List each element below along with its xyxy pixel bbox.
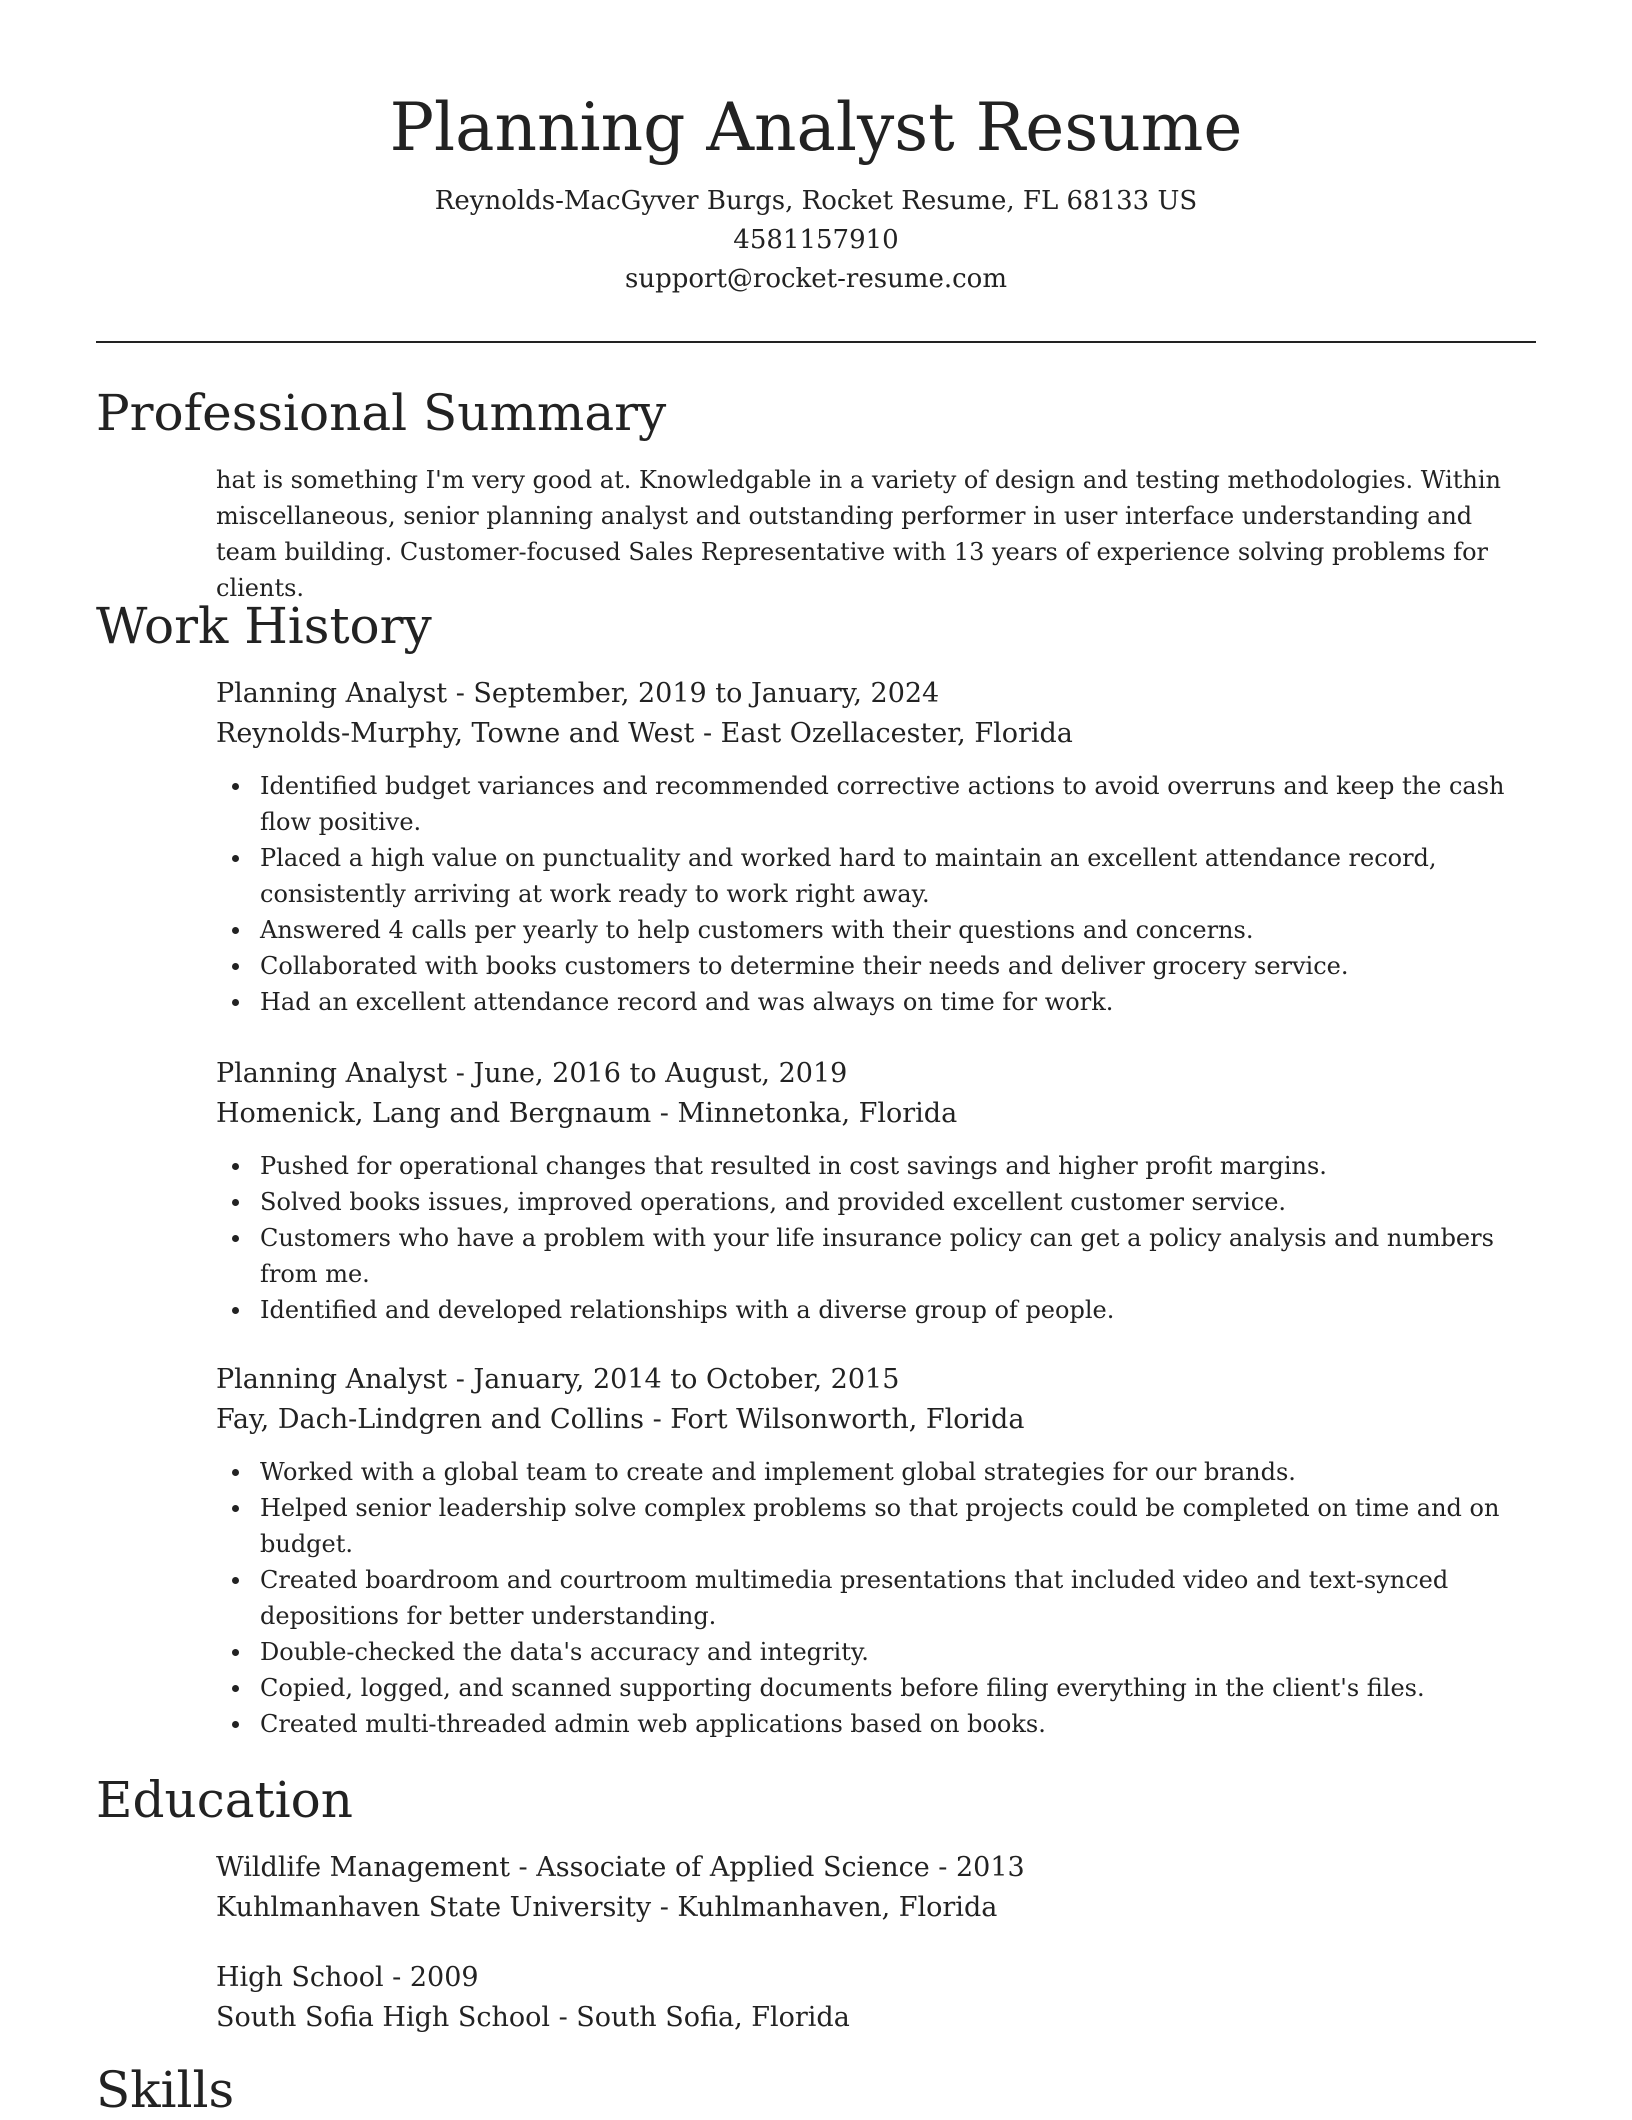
job-title-line: Planning Analyst - June, 2016 to August, 2019 xyxy=(216,1058,848,1089)
job-bullets xyxy=(216,768,1536,1020)
job-title-line: Planning Analyst - September, 2019 to January, 2024 xyxy=(216,678,940,709)
list-item: Created multi-threaded admin web applications based on books. xyxy=(260,1706,1536,1742)
list-item: Placed a high value on punctuality and worked hard to maintain an excellent attendance record, consistently arriving at work ready to work right away. xyxy=(260,840,1536,912)
section-title-summary: Professional Summary xyxy=(96,384,667,442)
education-school-line: Kuhlmanhaven State University - Kuhlmanhaven, Florida xyxy=(216,1892,998,1923)
contact-info xyxy=(0,182,1632,299)
job-company-line: Reynolds-Murphy, Towne and West - East Ozellacester, Florida xyxy=(216,718,1073,749)
list-item: Solved books issues, improved operations, and provided excellent customer service. xyxy=(260,1184,1536,1220)
education-entry xyxy=(216,1958,1536,2038)
list-item: Helped senior leadership solve complex problems so that projects could be completed on time and on budget. xyxy=(260,1490,1536,1562)
list-item: Customers who have a problem with your life insurance policy can get a policy analysis and numbers from me. xyxy=(260,1220,1536,1292)
education-degree-line: High School - 2009 xyxy=(216,1962,479,1993)
job-bullets xyxy=(216,1454,1536,1742)
education-school-line: South Sofia High School - South Sofia, Florida xyxy=(216,2002,850,2033)
job-company-line: Homenick, Lang and Bergnaum - Minnetonka, Florida xyxy=(216,1098,958,1129)
list-item: Identified and developed relationships with a diverse group of people. xyxy=(260,1292,1536,1328)
contact-email: support@rocket-resume.com xyxy=(624,264,1007,294)
list-item: Identified budget variances and recommended corrective actions to avoid overruns and keep the cash flow positive. xyxy=(260,768,1536,840)
job-entry xyxy=(216,1360,1536,1742)
contact-phone: 4581157910 xyxy=(733,225,899,255)
header-divider xyxy=(96,341,1536,343)
job-title-line: Planning Analyst - January, 2014 to October, 2015 xyxy=(216,1364,900,1395)
job-bullets xyxy=(216,1148,1536,1328)
list-item: Collaborated with books customers to determine their needs and deliver grocery service. xyxy=(260,948,1536,984)
section-title-education: Education xyxy=(96,1771,353,1829)
education-entry xyxy=(216,1848,1536,1928)
list-item: Worked with a global team to create and implement global strategies for our brands. xyxy=(260,1454,1536,1490)
list-item: Answered 4 calls per yearly to help customers with their questions and concerns. xyxy=(260,912,1536,948)
job-entry xyxy=(216,674,1536,1020)
list-item: Had an excellent attendance record and was always on time for work. xyxy=(260,984,1536,1020)
job-entry xyxy=(216,1054,1536,1328)
section-title-skills: Skills xyxy=(96,2061,235,2119)
list-item: Double-checked the data's accuracy and integrity. xyxy=(260,1634,1536,1670)
list-item: Copied, logged, and scanned supporting documents before filing everything in the client's files. xyxy=(260,1670,1536,1706)
list-item: Created boardroom and courtroom multimedia presentations that included video and text-synced depositions for better understanding. xyxy=(260,1562,1536,1634)
list-item: Pushed for operational changes that resulted in cost savings and higher profit margins. xyxy=(260,1148,1536,1184)
resume-header xyxy=(0,0,1632,299)
section-title-work-history: Work History xyxy=(96,597,432,655)
page-title: Planning Analyst Resume xyxy=(389,89,1243,166)
education-degree-line: Wildlife Management - Associate of Applied Science - 2013 xyxy=(216,1852,1025,1883)
job-company-line: Fay, Dach-Lindgren and Collins - Fort Wilsonworth, Florida xyxy=(216,1404,1025,1435)
contact-address: Reynolds-MacGyver Burgs, Rocket Resume, FL 68133 US xyxy=(434,186,1198,216)
summary-text: hat is something I'm very good at. Knowledgable in a variety of design and testing methodologies. Within miscellaneous, senior planning analyst and outstanding performer in user interface understanding and team building. Customer-focused Sales Representative with 13 years of experience solving problems for clients. xyxy=(216,466,1501,602)
